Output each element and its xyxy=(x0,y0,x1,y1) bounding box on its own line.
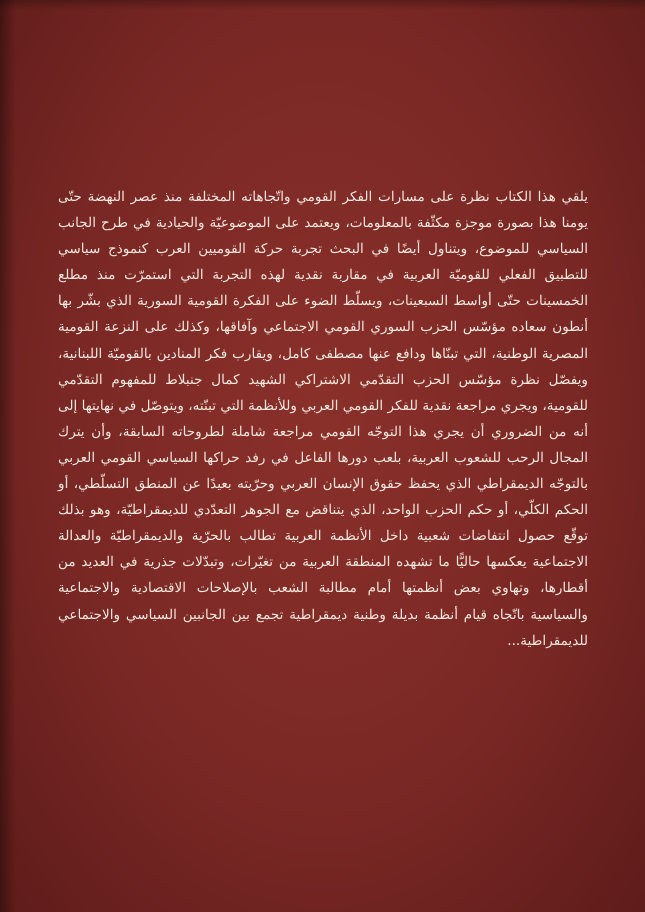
back-cover-blurb: يلقي هذا الكتاب نظرة على مسارات الفكر القومي واتّجاهاته المختلفة منذ عصر النهضة حتّى يومنا هذا بصورة موجزة مكثّفة بالمعلومات، ويعتمد على الموضوعيّة والحيادية في طرح الجانب السياسي للموضوع، ويتناول أيضًا في البحث تجربة حركة القوميين العرب كنموذج سياسي للتطبيق الفعلي للقوميّة العربية في مقاربة نقدية لهذه التجربة التي استمرّت منذ مطلع الخمسينات حتّى أواسط السبعينات، ويسلّط الضوء على الفكرة القومية السورية الذي بشّر بها أنطون سعاده مؤسّس الحزب السوري القومي الاجتماعي وآفاقها، وكذلك على النزعة القومية المصرية الوطنية، التي تبنّاها ودافع عنها مصطفى كامل، ويقارب فكر المنادين بالقوميّة اللبنانية، ويفصّل نظرة مؤسّس الحزب التقدّمي الاشتراكي الشهيد كمال جنبلاط للمفهوم التقدّمي للقومية، ويجري مراجعة نقدية للفكر القومي العربي وللأنظمة التي تبنّته، ويتوصّل في نهايتها إلى أنه من الضروري أن يجري هذا التوجّه القومي مراجعة شاملة لطروحاته السابقة، وأن يترك المجال الرحب للشعوب العربية، بلعب دورها الفاعل في رفد حراكها السياسي القومي العربي بالتوجّه الديمقراطي الذي يحفظ حقوق الإنسان العربي وحرّيته بعيدًا عن المنطق التسلّطي، أو الحكم الكلّي، أو حكم الحزب الواحد، الذي يتناقض مع الجوهر التعدّدي للديمقراطيّة، وهو بذلك توقّع حصول انتفاضات شعبية داخل الأنظمة العربية تطالب بالحرّية والديمقراطيّة والعدالة الاجتماعية يعكسها حاليًّا ما تشهده المنطقة العربية من تغيّرات، وتبدّلات جذرية في العديد من أقطارها، وتهاوي بعض أنظمتها أمام مطالبة الشعب بالإصلاحات الاقتصادية والاجتماعية والسياسية باتّجاه قيام أنظمة بديلة وطنية ديمقراطية تجمع بين الجانبين السياسي والاجتماعي للديمقراطية... xyxy=(58,189,588,649)
spine-shadow xyxy=(0,0,16,912)
top-edge-shadow xyxy=(0,0,645,10)
